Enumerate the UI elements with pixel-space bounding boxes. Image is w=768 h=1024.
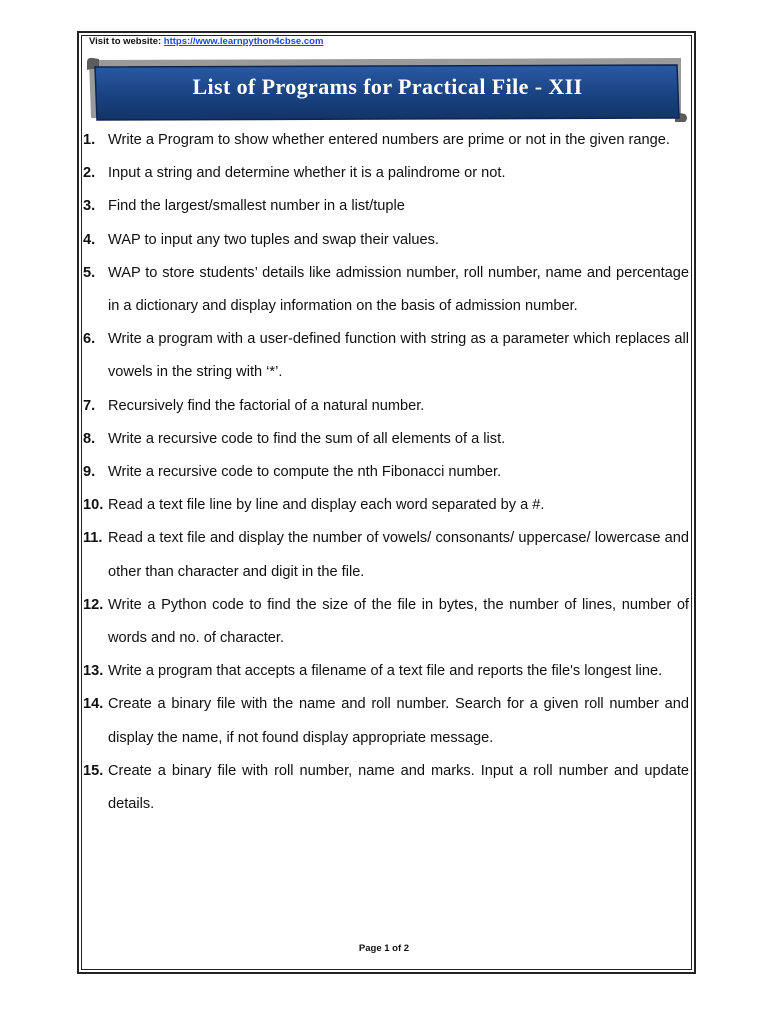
program-number: 9. (83, 464, 96, 481)
program-number: 6. (83, 331, 96, 348)
visit-label: Visit to website: (89, 36, 162, 47)
program-text: Find the largest/smallest number in a list/tuple (108, 198, 405, 215)
program-text: Write a recursive code to compute the nth Fibonacci number. (108, 464, 502, 481)
program-text: Write a Python code to find the size of the file in bytes, the number of lines, number of words and no. of character. (108, 596, 689, 647)
program-text: Read a text file line by line and display each word separated by a #. (108, 497, 545, 514)
program-item (83, 688, 689, 754)
program-text: Input a string and determine whether it is a palindrome or not. (108, 165, 506, 182)
program-text: WAP to store students’ details like admission number, roll number, name and percentage in a dictionary and display information on the basis of admission number. (108, 264, 689, 315)
program-item (83, 224, 689, 257)
program-text: Recursively find the factorial of a natural number. (108, 397, 425, 414)
program-text: Write a program with a user-defined function with string as a parameter which replaces all vowels in the string with ‘*’. (108, 331, 689, 381)
program-number: 2. (83, 165, 96, 182)
program-text: Create a binary file with roll number, name and marks. Input a roll number and update details. (108, 762, 689, 813)
program-text: Write a recursive code to find the sum of all elements of a list. (108, 430, 506, 447)
website-line (89, 36, 323, 47)
program-item (83, 655, 689, 688)
program-item (83, 522, 689, 588)
program-number: 15. (83, 762, 104, 779)
program-item (83, 456, 689, 489)
program-text: WAP to input any two tuples and swap their values. (108, 231, 439, 248)
program-number: 14. (83, 696, 104, 713)
program-number: 11. (83, 530, 103, 547)
program-number: 10. (83, 497, 104, 514)
program-list (83, 124, 689, 821)
program-number: 4. (83, 231, 96, 248)
page-number: Page 1 of 2 (358, 943, 410, 954)
program-item (83, 257, 689, 323)
program-item (83, 124, 689, 157)
program-number: 7. (83, 397, 96, 414)
program-number: 12. (83, 596, 104, 613)
program-item (83, 755, 689, 821)
program-item (83, 589, 689, 655)
program-item (83, 390, 689, 423)
program-number: 1. (83, 132, 96, 148)
program-text: Create a binary file with the name and roll number. Search for a given roll number and display the name, if not found display appropriate message. (108, 696, 689, 746)
program-item (83, 323, 689, 389)
program-text: Write a Program to show whether entered numbers are prime or not in the given range. (108, 132, 670, 148)
program-item (83, 489, 689, 522)
program-item (83, 423, 689, 456)
program-text: Read a text file and display the number of vowels/ consonants/ uppercase/ lowercase and other than character and digit in the file. (108, 530, 689, 580)
program-text: Write a program that accepts a filename of a text file and reports the file's longest line. (108, 663, 663, 680)
program-number: 5. (83, 264, 96, 281)
program-item (83, 157, 689, 190)
page-title: List of Programs for Practical File - XII (192, 74, 583, 99)
website-link[interactable]: https://www.learnpython4cbse.com (163, 36, 324, 47)
program-number: 3. (83, 198, 96, 215)
program-number: 8. (83, 430, 96, 447)
program-item (83, 190, 689, 223)
program-number: 13. (83, 663, 104, 680)
